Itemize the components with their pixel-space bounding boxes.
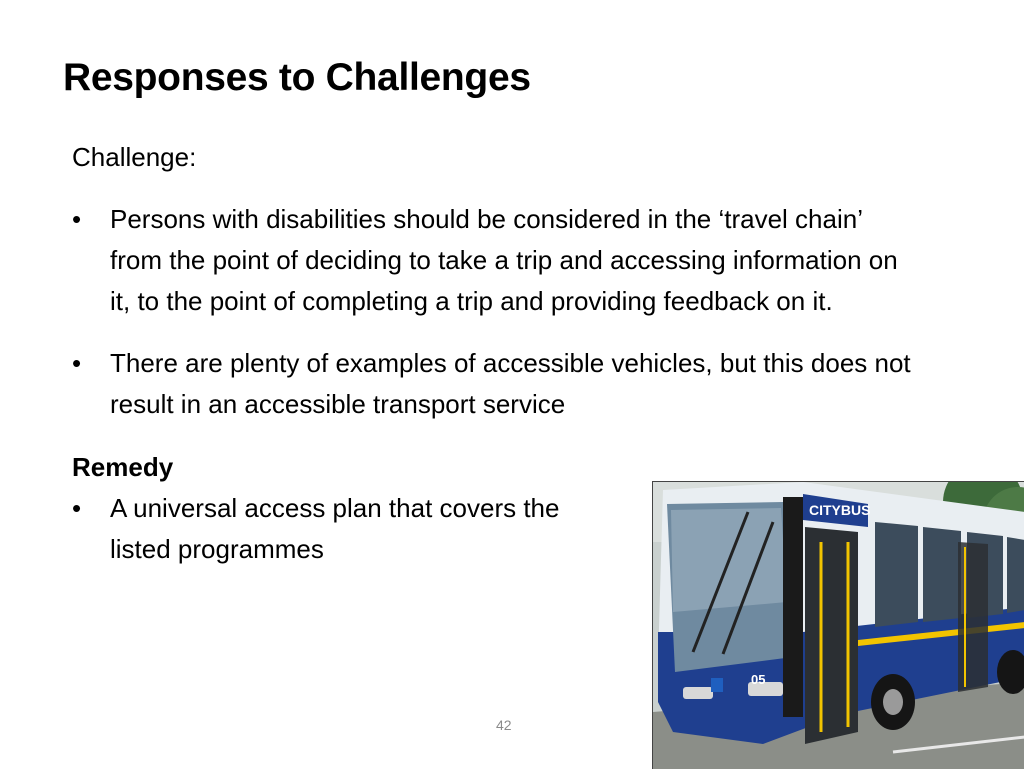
slide-number: 42 xyxy=(496,717,512,733)
bullet-marker: • xyxy=(72,493,82,523)
bus-illustration xyxy=(653,482,1024,769)
bullet-text: Persons with disabilities should be considered in the ‘travel chain’ from the point of deciding to take a trip and accessing information on it, to the point of completing a trip and providing feedback on it. xyxy=(110,204,898,316)
bus-photo xyxy=(652,481,1024,769)
bus-number: 05 xyxy=(751,672,766,687)
bullet-marker: • xyxy=(72,204,82,234)
bullet-item xyxy=(72,343,912,425)
bus-logo: CITYBUS xyxy=(809,502,871,518)
challenge-heading: Challenge: xyxy=(72,142,197,172)
bullet-item xyxy=(72,199,912,322)
bullet-text: There are plenty of examples of accessible vehicles, but this does not result in an accessible transport service xyxy=(110,348,911,419)
remedy-heading: Remedy xyxy=(72,452,174,482)
slide-title: Responses to Challenges xyxy=(63,56,531,99)
bullet-marker: • xyxy=(72,348,82,378)
wheelchair-sign xyxy=(711,678,723,692)
bullet-text: A universal access plan that covers the listed programmes xyxy=(110,493,560,564)
bus-door xyxy=(805,527,858,744)
bullet-item xyxy=(72,488,612,570)
